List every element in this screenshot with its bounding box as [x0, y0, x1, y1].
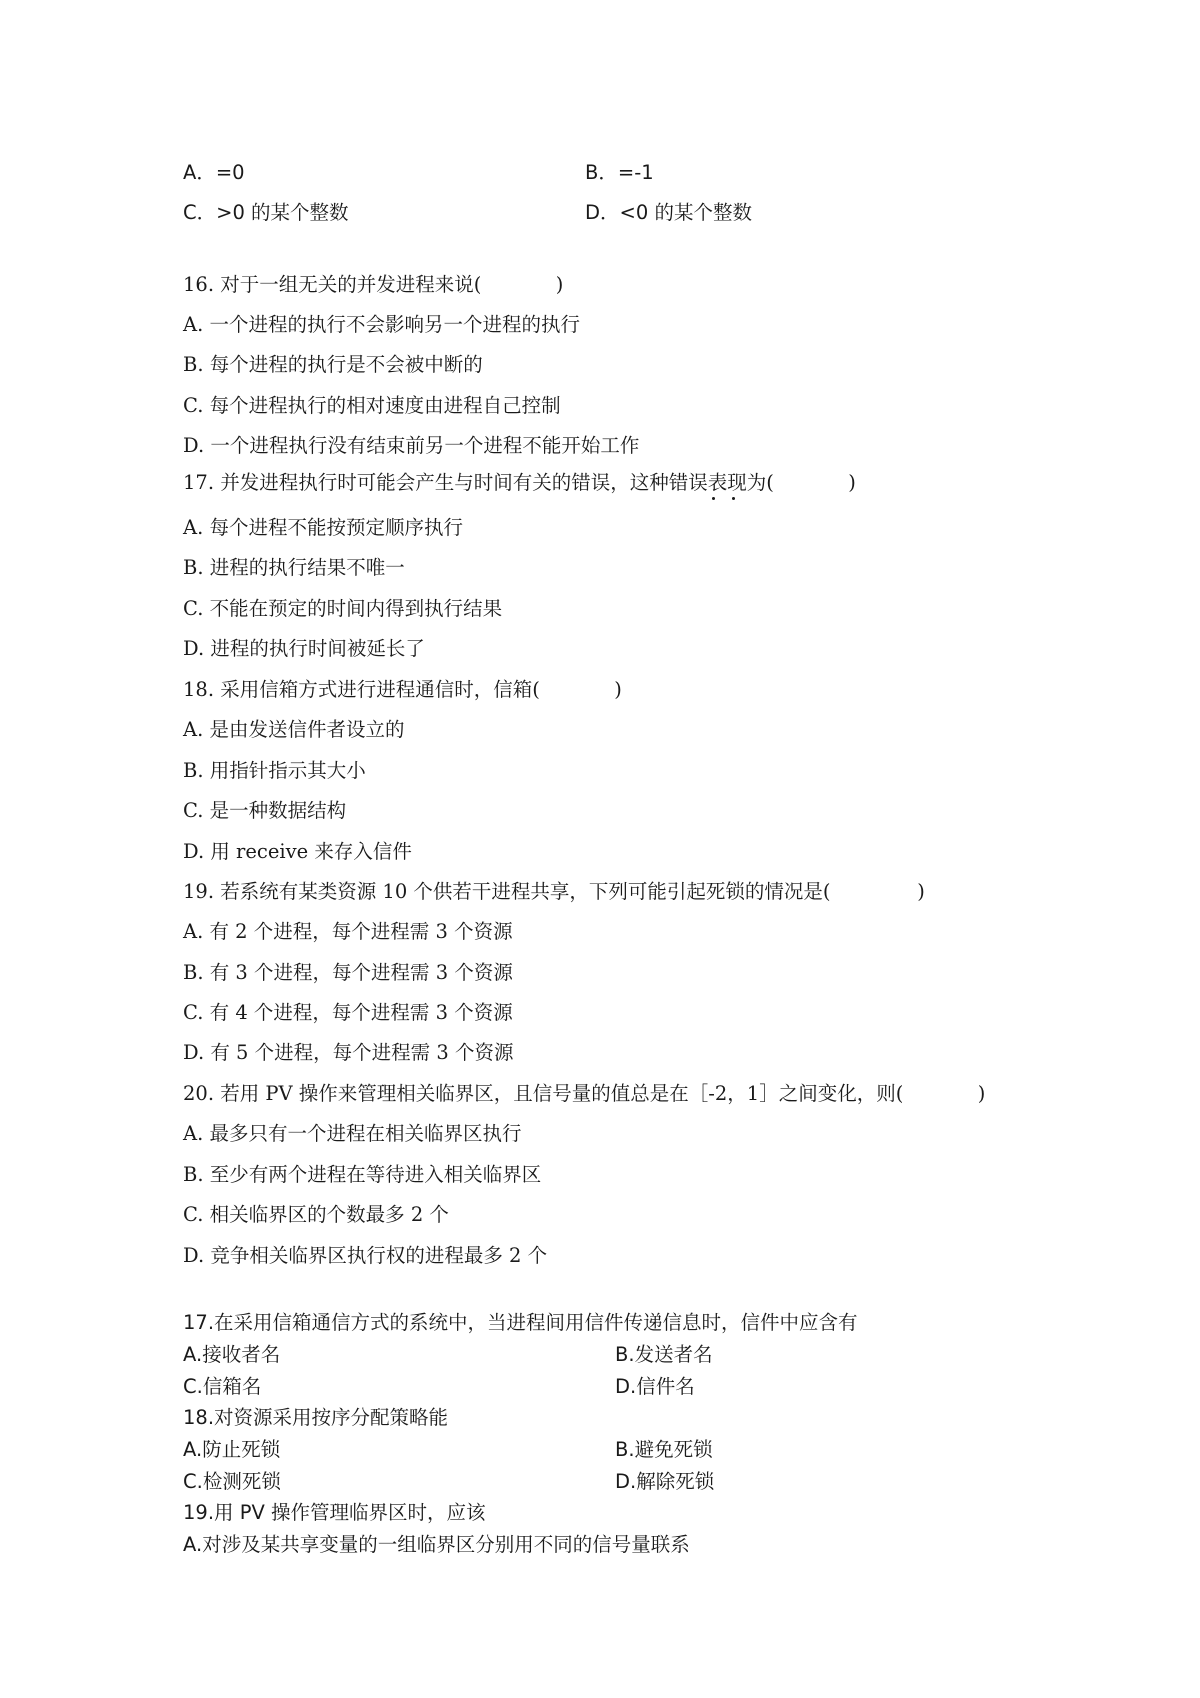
- q17-option-a: A. 每个进程不能按预定顺序执行: [183, 516, 463, 539]
- q16-option-d: D. 一个进程执行没有结束前另一个进程不能开始工作: [183, 434, 640, 457]
- q20-stem: 20. 若用 PV 操作来管理相关临界区，且信号量的值总是在［-2，1］之间变化，则( ): [183, 1082, 986, 1105]
- q17b-option-a: A.接收者名: [183, 1343, 281, 1366]
- option-d: D．<0 的某个整数: [585, 201, 752, 224]
- q19-option-b: B. 有 3 个进程，每个进程需 3 个资源: [183, 961, 513, 984]
- q18b-option-c: C.检测死锁: [183, 1470, 281, 1493]
- q17-stem: 17. 并发进程执行时可能会产生与时间有关的错误，这种错误表现为( ): [183, 471, 856, 494]
- q18-stem: 18. 采用信箱方式进行进程通信时，信箱( ): [183, 678, 622, 701]
- q17b-option-d: D.信件名: [615, 1375, 695, 1398]
- q19b-stem: 19.用 PV 操作管理临界区时，应该: [183, 1501, 486, 1524]
- q19-stem: 19. 若系统有某类资源 10 个供若干进程共享，下列可能引起死锁的情况是( ): [183, 880, 925, 903]
- emphasis-dot: [732, 497, 735, 500]
- q19-option-a: A. 有 2 个进程，每个进程需 3 个资源: [183, 920, 513, 943]
- q18-option-a: A. 是由发送信件者设立的: [183, 718, 405, 741]
- q17-option-c: C. 不能在预定的时间内得到执行结果: [183, 597, 503, 620]
- option-c: C．>0 的某个整数: [183, 201, 349, 224]
- q18-option-b: B. 用指针指示其大小: [183, 759, 366, 782]
- q20-option-a: A. 最多只有一个进程在相关临界区执行: [183, 1122, 522, 1145]
- q18b-option-d: D.解除死锁: [615, 1470, 715, 1493]
- q17b-stem: 17.在采用信箱通信方式的系统中，当进程间用信件传递信息时，信件中应含有: [183, 1311, 858, 1334]
- q19b-option-a: A.对涉及某共享变量的一组临界区分别用不同的信号量联系: [183, 1533, 690, 1556]
- q17-option-b: B. 进程的执行结果不唯一: [183, 556, 405, 579]
- q16-option-a: A. 一个进程的执行不会影响另一个进程的执行: [183, 313, 580, 336]
- emphasis-dot: [712, 497, 715, 500]
- option-a: A．=0: [183, 161, 245, 184]
- q16-stem: 16. 对于一组无关的并发进程来说( ): [183, 273, 564, 296]
- q17-option-d: D. 进程的执行时间被延长了: [183, 637, 425, 660]
- q20-option-d: D. 竞争相关临界区执行权的进程最多 2 个: [183, 1244, 548, 1267]
- option-b: B．=-1: [585, 161, 654, 184]
- q17b-option-b: B.发送者名: [615, 1343, 713, 1366]
- q19-option-c: C. 有 4 个进程，每个进程需 3 个资源: [183, 1001, 513, 1024]
- q20-option-c: C. 相关临界区的个数最多 2 个: [183, 1203, 449, 1226]
- q17b-option-c: C.信箱名: [183, 1375, 262, 1398]
- q20-option-b: B. 至少有两个进程在等待进入相关临界区: [183, 1163, 542, 1186]
- q19-option-d: D. 有 5 个进程，每个进程需 3 个资源: [183, 1041, 514, 1064]
- q16-option-b: B. 每个进程的执行是不会被中断的: [183, 353, 483, 376]
- q18-option-c: C. 是一种数据结构: [183, 799, 347, 822]
- q18-option-d: D. 用 receive 来存入信件: [183, 840, 412, 863]
- q18b-option-a: A.防止死锁: [183, 1438, 281, 1461]
- q18b-stem: 18.对资源采用按序分配策略能: [183, 1406, 449, 1429]
- q16-option-c: C. 每个进程执行的相对速度由进程自己控制: [183, 394, 561, 417]
- q18b-option-b: B.避免死锁: [615, 1438, 713, 1461]
